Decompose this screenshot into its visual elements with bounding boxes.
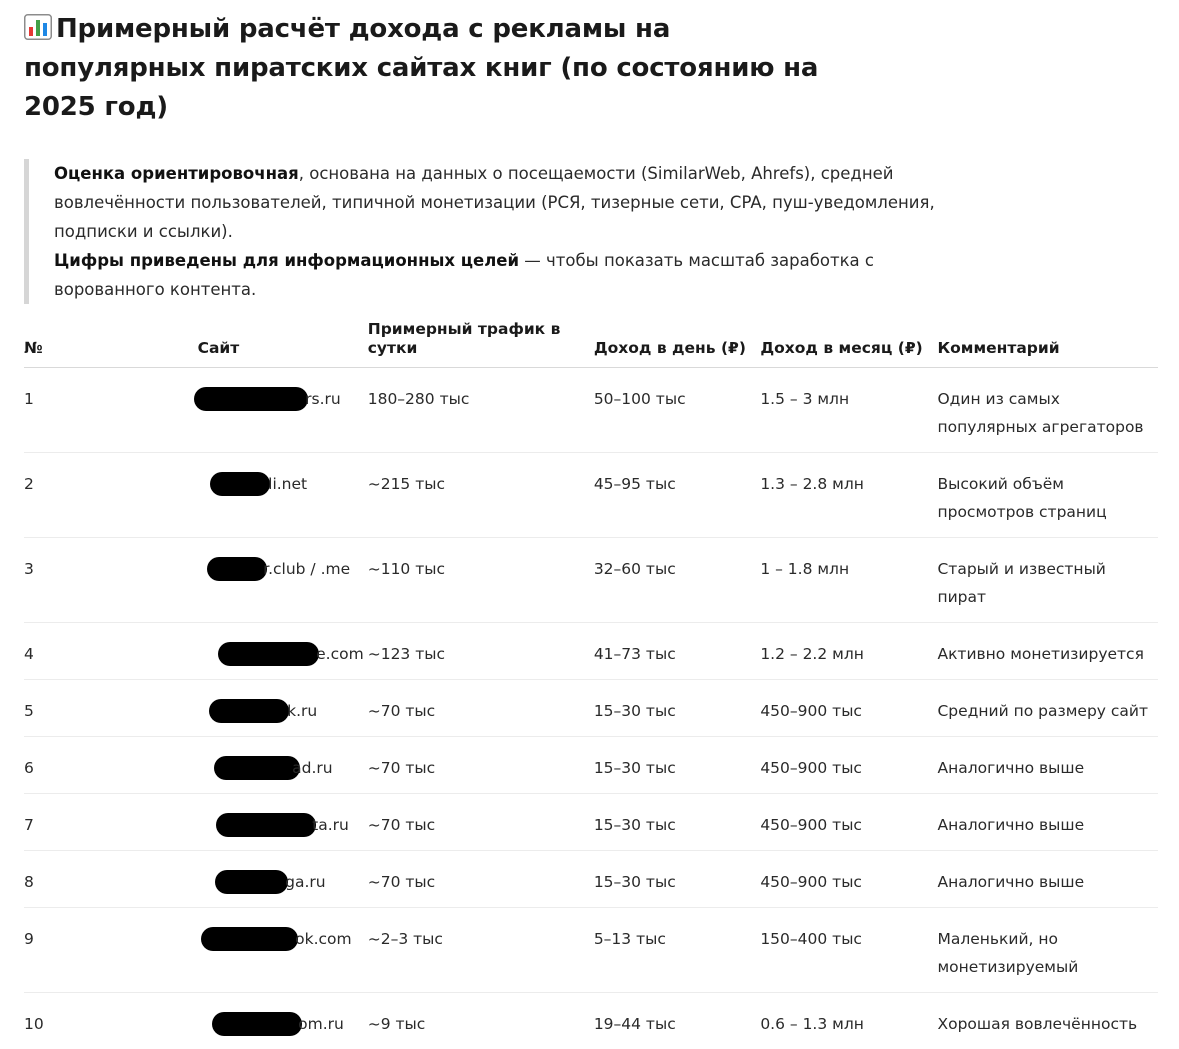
row-num: 6	[24, 737, 73, 794]
site-cell	[73, 993, 368, 1049]
row-num: 3	[24, 538, 73, 623]
site-cell	[73, 538, 368, 623]
page-title	[24, 10, 824, 127]
column-header-month-income: Доход в месяц (₽)	[760, 320, 937, 368]
traffic-cell: ~70 тыс	[368, 737, 594, 794]
day-income-cell: 15–30 тыс	[594, 680, 761, 737]
traffic-cell: ~2–3 тыс	[368, 908, 594, 993]
row-num: 7	[24, 794, 73, 851]
day-income-cell: 45–95 тыс	[594, 453, 761, 538]
traffic-cell: ~70 тыс	[368, 794, 594, 851]
site-name: rs.ru	[305, 390, 341, 408]
day-income-cell: 41–73 тыс	[594, 623, 761, 680]
comment-cell: Аналогично выше	[937, 851, 1158, 908]
site-name: e.com	[316, 645, 364, 663]
month-income-cell: 1.3 – 2.8 млн	[760, 453, 937, 538]
month-income-cell: 450–900 тыс	[760, 680, 937, 737]
comment-cell: Хорошая вовлечённость	[937, 993, 1158, 1049]
day-income-cell: 50–100 тыс	[594, 368, 761, 453]
table-row	[24, 368, 1158, 453]
table-row	[24, 908, 1158, 993]
comment-cell: Маленький, но монетизируемый	[937, 908, 1158, 993]
row-num: 5	[24, 680, 73, 737]
table-row	[24, 453, 1158, 538]
month-income-cell: 1 – 1.8 млн	[760, 538, 937, 623]
table-row	[24, 680, 1158, 737]
month-income-cell: 450–900 тыс	[760, 851, 937, 908]
disclaimer-text-1: , основана на данных о посещаемости (SimilarWeb, Ahrefs), средней вовлечённости пользователей, типичной монетизации (РСЯ, тизерные сети, CPA, пуш-уведомления, подписки и ссылки).	[54, 164, 935, 241]
site-name: k.ru	[287, 702, 317, 720]
traffic-cell: ~70 тыс	[368, 851, 594, 908]
site-name: ta.ru	[312, 816, 349, 834]
day-income-cell: 19–44 тыс	[594, 993, 761, 1049]
revenue-table	[24, 320, 1158, 1049]
row-num: 8	[24, 851, 73, 908]
site-cell	[73, 623, 368, 680]
day-income-cell: 15–30 тыс	[594, 794, 761, 851]
day-income-cell: 32–60 тыс	[594, 538, 761, 623]
traffic-cell: ~110 тыс	[368, 538, 594, 623]
site-name: li.net	[268, 475, 307, 493]
disclaimer-bold-2: Цифры приведены для информационных целей	[54, 251, 519, 270]
traffic-cell: ~9 тыс	[368, 993, 594, 1049]
month-income-cell: 0.6 – 1.3 млн	[760, 993, 937, 1049]
site-name: ga.ru	[285, 873, 325, 891]
redaction-mark	[201, 927, 298, 951]
site-name: ad.ru	[292, 759, 332, 777]
disclaimer-line-2	[54, 246, 954, 304]
day-income-cell: 5–13 тыс	[594, 908, 761, 993]
site-name: ok.com	[295, 930, 352, 948]
comment-cell: Высокий объём просмотров страниц	[937, 453, 1158, 538]
disclaimer-bold-1: Оценка ориентировочная	[54, 164, 299, 183]
column-header-comment: Комментарий	[937, 320, 1158, 368]
traffic-cell: ~215 тыс	[368, 453, 594, 538]
disclaimer-text-2: — чтобы показать масштаб заработка с ворованного контента.	[54, 251, 874, 299]
redaction-mark	[207, 557, 267, 581]
site-cell	[73, 794, 368, 851]
month-income-cell: 450–900 тыс	[760, 794, 937, 851]
comment-cell: Активно монетизируется	[937, 623, 1158, 680]
column-header-site: Сайт	[73, 320, 368, 368]
comment-cell: Один из самых популярных агрегаторов	[937, 368, 1158, 453]
comment-cell: Аналогично выше	[937, 737, 1158, 794]
day-income-cell: 15–30 тыс	[594, 851, 761, 908]
redaction-mark	[215, 870, 288, 894]
bar-chart-icon	[24, 13, 52, 39]
redaction-mark	[212, 1012, 302, 1036]
site-cell	[73, 851, 368, 908]
traffic-cell: 180–280 тыс	[368, 368, 594, 453]
comment-cell: Средний по размеру сайт	[937, 680, 1158, 737]
day-income-cell: 15–30 тыс	[594, 737, 761, 794]
table-row	[24, 623, 1158, 680]
table-row	[24, 538, 1158, 623]
traffic-cell: ~123 тыс	[368, 623, 594, 680]
site-cell	[73, 453, 368, 538]
site-cell	[73, 908, 368, 993]
month-income-cell: 450–900 тыс	[760, 737, 937, 794]
redaction-mark	[214, 756, 300, 780]
month-income-cell: 1.5 – 3 млн	[760, 368, 937, 453]
site-cell	[73, 368, 368, 453]
comment-cell: Аналогично выше	[937, 794, 1158, 851]
site-name: om.ru	[298, 1015, 344, 1033]
disclaimer-blockquote	[24, 159, 954, 304]
table-header-row	[24, 320, 1158, 368]
row-num: 10	[24, 993, 73, 1049]
column-header-traffic: Примерный трафик в сутки	[368, 320, 594, 368]
table-row	[24, 794, 1158, 851]
redaction-mark	[194, 387, 308, 411]
site-name: r.club / .me	[263, 560, 350, 578]
redaction-mark	[209, 699, 289, 723]
page	[24, 10, 1158, 1049]
month-income-cell: 1.2 – 2.2 млн	[760, 623, 937, 680]
site-cell	[73, 680, 368, 737]
table-row	[24, 737, 1158, 794]
comment-cell: Старый и известный пират	[937, 538, 1158, 623]
redaction-mark	[218, 642, 319, 666]
disclaimer-line-1	[54, 159, 954, 246]
table-row	[24, 851, 1158, 908]
table-row	[24, 993, 1158, 1049]
row-num: 9	[24, 908, 73, 993]
row-num: 4	[24, 623, 73, 680]
page-title-text: Примерный расчёт дохода с рекламы на популярных пиратских сайтах книг (по состоянию на 2025 год)	[24, 14, 818, 122]
column-header-day-income: Доход в день (₽)	[594, 320, 761, 368]
row-num: 2	[24, 453, 73, 538]
column-header-num: №	[24, 320, 73, 368]
row-num: 1	[24, 368, 73, 453]
redaction-mark	[216, 813, 316, 837]
redaction-mark	[210, 472, 270, 496]
traffic-cell: ~70 тыс	[368, 680, 594, 737]
site-cell	[73, 737, 368, 794]
month-income-cell: 150–400 тыс	[760, 908, 937, 993]
